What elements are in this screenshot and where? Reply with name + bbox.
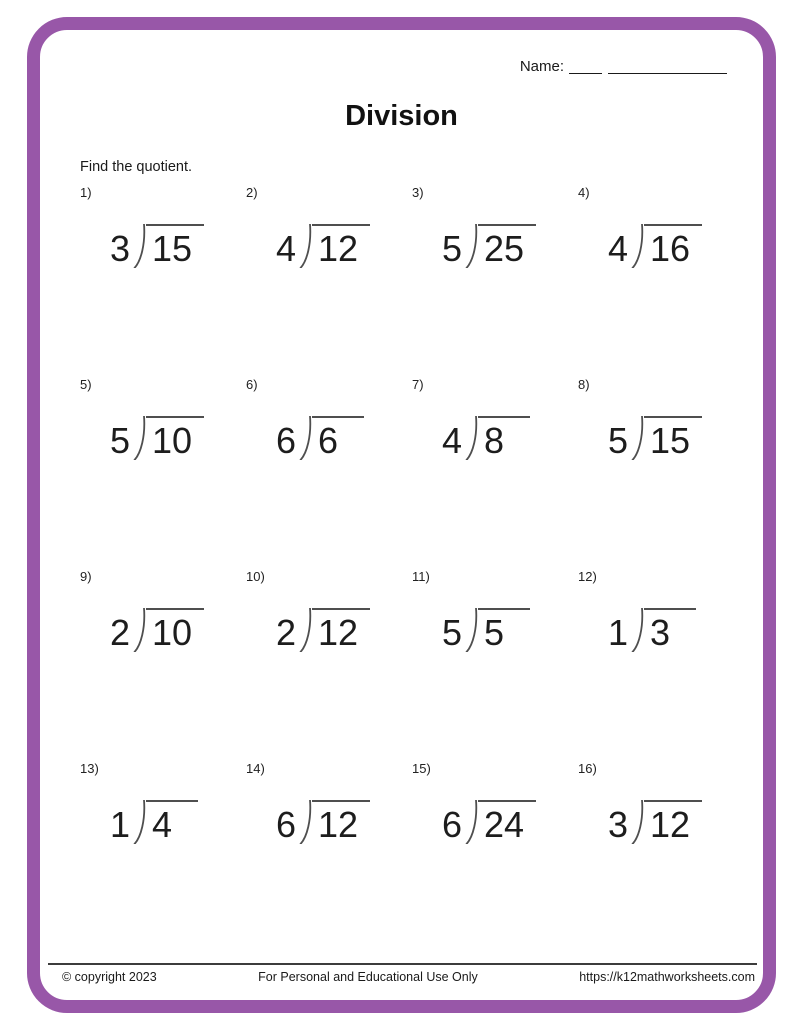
problem-number: 8): [578, 377, 590, 392]
divisor: 6: [276, 420, 297, 461]
division-bracket-icon: [464, 800, 479, 844]
division-expression: [608, 800, 702, 844]
problem-cell: [412, 569, 578, 761]
name-blank-line: [608, 60, 727, 74]
dividend: 10: [146, 608, 204, 652]
problem-number: 16): [578, 761, 597, 776]
division-expression: [276, 608, 370, 652]
division-expression: [442, 224, 536, 268]
division-expression: [110, 608, 204, 652]
division-bracket-icon: [464, 416, 479, 460]
dividend: 12: [644, 800, 702, 844]
name-label: Name:: [519, 58, 564, 75]
problem-cell: [578, 569, 744, 761]
instruction-text: Find the quotient.: [80, 159, 193, 175]
problem-cell: [412, 377, 578, 569]
divisor: 6: [276, 804, 297, 845]
dividend: 8: [478, 416, 530, 460]
dividend: 6: [312, 416, 364, 460]
name-blank-line: [569, 60, 602, 74]
dividend: 12: [312, 800, 370, 844]
problem-cell: [80, 377, 246, 569]
problem-cell: [246, 377, 412, 569]
division-expression: [276, 800, 370, 844]
division-bracket-icon: [464, 224, 479, 268]
division-bracket-icon: [298, 800, 313, 844]
dividend: 3: [644, 608, 696, 652]
divisor: 6: [442, 804, 463, 845]
dividend: 12: [312, 224, 370, 268]
problem-cell: [80, 761, 246, 953]
problem-number: 11): [412, 569, 430, 584]
dividend: 12: [312, 608, 370, 652]
division-expression: [608, 224, 702, 268]
problem-number: 2): [246, 185, 258, 200]
divisor: 5: [110, 420, 131, 461]
divisor: 4: [276, 228, 297, 269]
divisor: 4: [442, 420, 463, 461]
division-bracket-icon: [630, 416, 645, 460]
problem-cell: [246, 185, 412, 377]
problem-cell: [246, 761, 412, 953]
problem-cell: [412, 185, 578, 377]
problem-number: 1): [80, 185, 92, 200]
footer-usage-note: For Personal and Educational Use Only: [258, 970, 478, 984]
footer-copyright: © copyright 2023: [62, 970, 157, 984]
dividend: 15: [146, 224, 204, 268]
divisor: 1: [608, 612, 629, 653]
divisor: 4: [608, 228, 629, 269]
division-bracket-icon: [132, 800, 147, 844]
division-bracket-icon: [132, 224, 147, 268]
dividend: 25: [478, 224, 536, 268]
dividend: 5: [478, 608, 530, 652]
division-bracket-icon: [630, 608, 645, 652]
problem-number: 4): [578, 185, 590, 200]
problem-cell: [578, 185, 744, 377]
problem-number: 5): [80, 377, 92, 392]
problem-cell: [246, 569, 412, 761]
division-expression: [442, 608, 530, 652]
division-expression: [110, 800, 198, 844]
problem-cell: [80, 569, 246, 761]
division-expression: [110, 224, 204, 268]
division-expression: [608, 608, 696, 652]
division-expression: [276, 416, 364, 460]
division-bracket-icon: [630, 224, 645, 268]
problems-grid: [80, 185, 763, 953]
division-bracket-icon: [464, 608, 479, 652]
problem-number: 15): [412, 761, 431, 776]
problem-number: 9): [80, 569, 92, 584]
problem-number: 3): [412, 185, 424, 200]
division-expression: [110, 416, 204, 460]
decorative-purple-frame: [27, 17, 776, 1013]
page-title: Division: [345, 100, 458, 132]
dividend: 15: [644, 416, 702, 460]
problem-number: 6): [246, 377, 258, 392]
problem-cell: [578, 761, 744, 953]
problem-number: 14): [246, 761, 265, 776]
division-bracket-icon: [132, 608, 147, 652]
division-expression: [442, 800, 536, 844]
dividend: 10: [146, 416, 204, 460]
division-expression: [608, 416, 702, 460]
problem-number: 10): [246, 569, 265, 584]
divisor: 3: [110, 228, 131, 269]
division-bracket-icon: [132, 416, 147, 460]
dividend: 16: [644, 224, 702, 268]
divisor: 3: [608, 804, 629, 845]
division-bracket-icon: [298, 224, 313, 268]
divisor: 2: [110, 612, 131, 653]
problem-number: 13): [80, 761, 99, 776]
division-expression: [276, 224, 370, 268]
problem-cell: [80, 185, 246, 377]
name-row: [40, 58, 727, 75]
problem-number: 7): [412, 377, 424, 392]
divisor: 2: [276, 612, 297, 653]
division-bracket-icon: [298, 608, 313, 652]
divisor: 1: [110, 804, 131, 845]
problem-number: 12): [578, 569, 597, 584]
division-expression: [442, 416, 530, 460]
problem-cell: [578, 377, 744, 569]
division-bracket-icon: [298, 416, 313, 460]
footer: [48, 963, 757, 984]
problem-cell: [412, 761, 578, 953]
dividend: 24: [478, 800, 536, 844]
divisor: 5: [442, 228, 463, 269]
divisor: 5: [442, 612, 463, 653]
divisor: 5: [608, 420, 629, 461]
division-bracket-icon: [630, 800, 645, 844]
dividend: 4: [146, 800, 198, 844]
footer-url: https://k12mathworksheets.com: [579, 970, 755, 984]
